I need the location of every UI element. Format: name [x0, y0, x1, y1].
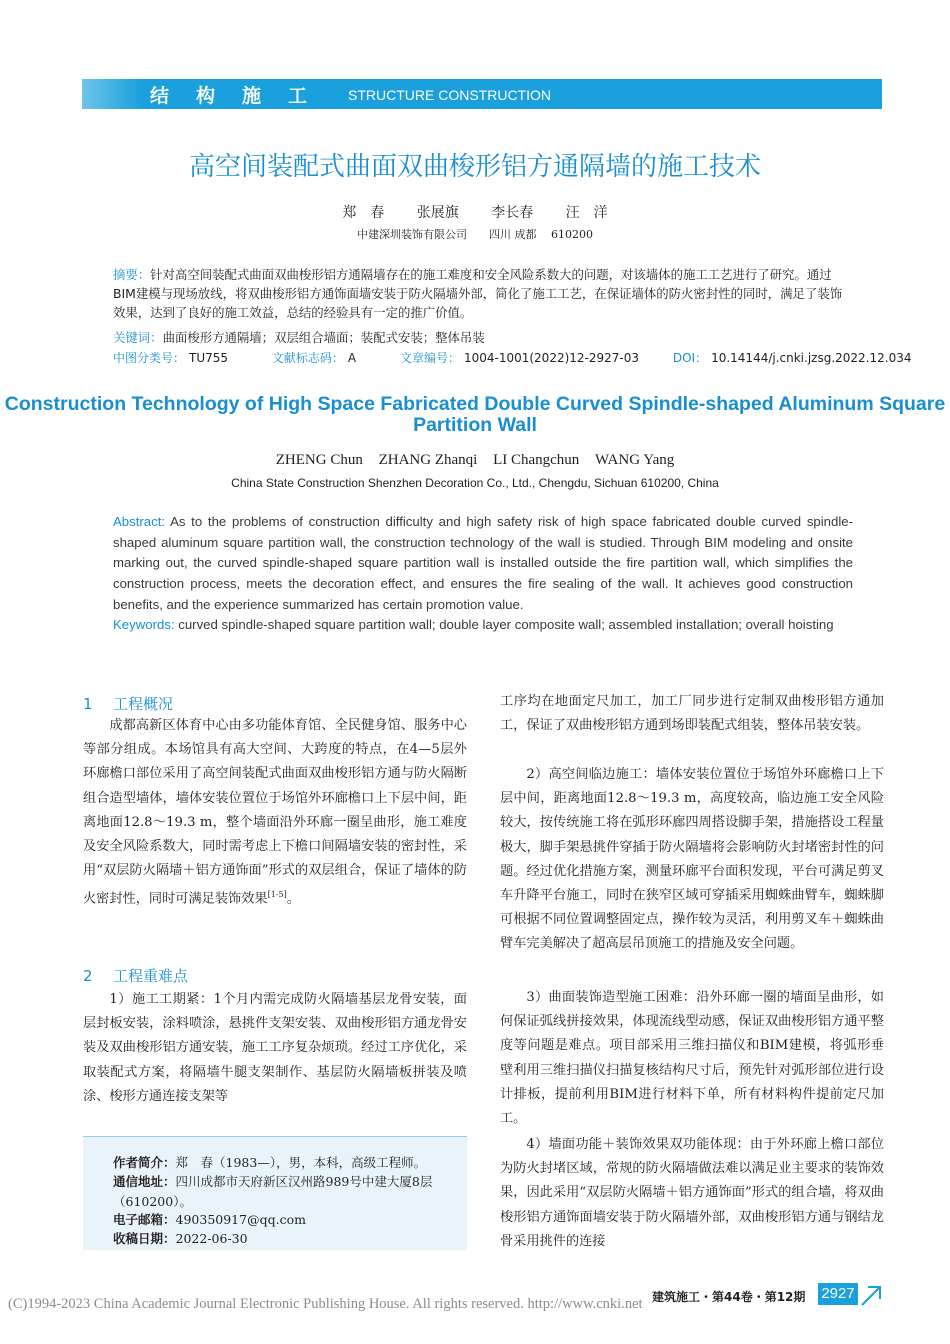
body-paragraph: 3）曲面装饰造型施工困难：沿外环廊一圈的墙面呈曲形，如何保证弧线拼接效果，体现流线型动感，保证双曲梭形铝方通平整度等问题是难点。项目部采用三维扫描仪和BIM建模，将弧形垂壁利用三维扫描仪扫描复核结构尺寸后，预先针对弧形部位进行设计排板，提前利用BIM进行材料下单，所有材料构件提前定尺加工。 [500, 990, 884, 1127]
article-value: 1004-1001(2022)12-2927-03 [463, 351, 640, 365]
author-cn: 郑 春 [342, 205, 385, 221]
journal-footer: 建筑施工・第44卷・第12期 [652, 1290, 806, 1304]
abstract-en-label: Abstract: [113, 514, 166, 529]
doc-value: A [347, 351, 357, 365]
abstract-cn [113, 265, 853, 322]
abstract-cn-label: 摘要： [113, 267, 151, 282]
author-cn: 汪 洋 [565, 205, 608, 221]
authors-en [0, 452, 950, 469]
doi-label: DOI： [672, 351, 708, 365]
keywords-cn-text: 曲面梭形方通隔墙；双层组合墙面；装配式安装；整体吊装 [162, 330, 485, 345]
keywords-en-text: curved spindle-shaped square partition wall; double layer composite wall; assembled installation; overall hoisting [178, 617, 834, 632]
clc-value: TU755 [189, 351, 229, 365]
body-paragraph: 4）墙面功能＋装饰效果双功能体现：由于外环廊上檐口部位为防火封堵区域，常规的防火隔墙做法难以满足业主要求的装饰效果，因此采用“双层防火隔墙＋铝方通饰面”形式的组合墙，将双曲梭形铝方通饰面墙安装于防火隔墙外部，双曲梭形铝方通与钢结龙骨采用挑件的连接 [500, 1137, 884, 1249]
paragraph-text: 成都高新区体育中心由多功能体育馆、全民健身馆、服务中心等部分组成。本场馆具有高大空间、大跨度的特点，在4—5层外环廊檐口部位采用了高空间装配式曲面双曲梭形铝方通与防火隔断组合造型墙体，墙体安装位置位于场馆外环廊檐口上下层中间，距离地面12.8～19.3 m，整个墙面沿外环廊一圈呈曲形，施工难度及安全风险系数大，同时需考虑上下檐口间隔墙安装的密封性，采用“双层防火隔墙＋铝方通饰面”形式的双层组合，保证了墙体的防火密封性，同时可满足装饰效果 [83, 718, 467, 907]
copyright-notice: (C)1994-2023 China Academic Journal Electronic Publishing House. All rights reserved. http://www.cnki.net [8, 1296, 643, 1312]
keywords-en-label: Keywords: [113, 617, 175, 632]
note-value: 2022-06-30 [175, 1231, 248, 1246]
author-en: ZHENG Chun [275, 452, 363, 468]
header-fade [82, 79, 142, 109]
author-address [113, 1172, 463, 1211]
citation-ref[interactable]: [1-5] [267, 890, 287, 900]
keywords-cn-label: 关键词： [113, 330, 163, 345]
author-cn: 张展旗 [416, 205, 459, 221]
note-value: 四川成都市天府新区汉州路989号中建大厦8层（610200）。 [113, 1174, 433, 1209]
author-email [113, 1210, 463, 1230]
note-label: 电子邮箱： [113, 1212, 176, 1227]
section-title: 工程重难点 [113, 967, 189, 985]
body-paragraph [83, 714, 467, 912]
paragraph-end: 。 [286, 891, 300, 907]
body-paragraph: 工序均在地面定尺加工，加工厂同步进行定制双曲梭形铝方通加工，保证了双曲梭形铝方通到场即装配式组装，整体吊装安装。 [500, 694, 884, 734]
note-label: 通信地址： [113, 1174, 176, 1189]
section-name-en: STRUCTURE CONSTRUCTION [348, 87, 551, 103]
note-value: 郑 春（1983—），男，本科，高级工程师。 [175, 1155, 427, 1170]
author-en: ZHANG Zhanqi [378, 452, 478, 468]
section-heading [83, 693, 467, 714]
body-paragraph: 2）高空间临边施工：墙体安装位置位于场馆外环廊檐口上下层中间，距离地面12.8～19.3 m，高度较高，临边施工安全风险较大，按传统施工将在弧形环廊四周搭设脚手架，措施搭设工程量极大，脚手架悬挑件穿插于防火隔墙将会影响防火封堵密封性的问题。经过优化措施方案，测量环廊平台面积发现，平台可满足剪叉车升降平台施工，同时在狭窄区域可穿插采用蜘蛛曲臂车，蜘蛛脚可根据不同位置调整固定点，操作较为灵活，利用剪叉车＋蜘蛛曲臂车完美解决了超高层吊顶施工的措施及安全问题。 [500, 767, 884, 952]
body-paragraph: 1）施工工期紧：1个月内需完成防火隔墙基层龙骨安装，面层封板安装，涂料喷涂，悬挑件支架安装、双曲梭形铝方通龙骨安装及双曲梭形铝方通安装，施工工序复杂烦琐。经过工序优化，采取装配式方案，将隔墙牛腿支架制作、基层防火隔墙板拼装及喷涂、梭形方通连接支架等 [83, 992, 467, 1104]
section-name-cn: 结构施工 [150, 85, 335, 107]
clc-label: 中图分类号： [113, 351, 186, 365]
affiliation-cn: 中建深圳装饰有限公司 四川 成都 610200 [357, 228, 593, 241]
doi-value[interactable]: 10.14144/j.cnki.jzsg.2022.12.034 [711, 351, 912, 365]
authors-cn [0, 202, 950, 222]
doc-label: 文献标志码： [271, 351, 344, 365]
article-title-cn: 高空间装配式曲面双曲梭形铝方通隔墙的施工技术 [188, 152, 761, 182]
affiliation-en: China State Construction Shenzhen Decoration Co., Ltd., Chengdu, Sichuan 610200, China [231, 476, 719, 490]
page-number: 2927 [818, 1283, 858, 1305]
author-en: LI Changchun [493, 452, 580, 468]
abstract-cn-text: 针对高空间装配式曲面双曲梭形铝方通隔墙存在的施工难度和安全风险系数大的问题，对该墙体的施工工艺进行了研究。通过BIM建模与现场放线，将双曲梭形铝方通饰面墙安装于防火隔墙外部，简化了施工工艺，在保证墙体的防火密封性的同时，满足了装饰效果，达到了良好的施工效益，总结的经验具有一定的推广价值。 [113, 267, 843, 320]
email-link[interactable]: 490350917@qq.com [175, 1212, 306, 1227]
article-label: 文章编号： [399, 351, 460, 365]
author-en: WANG Yang [595, 452, 675, 468]
section-heading [83, 965, 467, 986]
abstract-en [113, 512, 853, 616]
classification-line [113, 349, 912, 366]
keywords-en [113, 617, 873, 632]
section-number: 2 [83, 967, 93, 985]
keywords-cn [113, 328, 853, 347]
note-label: 作者简介： [113, 1155, 176, 1170]
section-title: 工程概况 [113, 695, 174, 713]
corner-arrow-icon [860, 1283, 882, 1307]
article-title-en: Construction Technology of High Space Fabricated Double Curved Spindle-shaped Aluminum Square Partition Wall [4, 393, 946, 436]
received-date [113, 1229, 463, 1249]
note-label: 收稿日期： [113, 1231, 176, 1246]
section-number: 1 [83, 695, 93, 713]
author-bio [113, 1153, 463, 1173]
abstract-en-text: As to the problems of construction difficulty and high safety risk of high space fabricated double curved spindle-shaped aluminum square partition wall, the construction technology of the wall is studied. Through BIM modeling and onsite marking out, the curved spindle-shaped square partition wall is installed outside the fire partition wall, which simplifies the construction process, meets the decoration effect, and ensures the fire sealing of the wall. It achieves good construction benefits, and the experience summarized has certain promotion value. [113, 514, 853, 612]
author-cn: 李长春 [491, 205, 534, 221]
